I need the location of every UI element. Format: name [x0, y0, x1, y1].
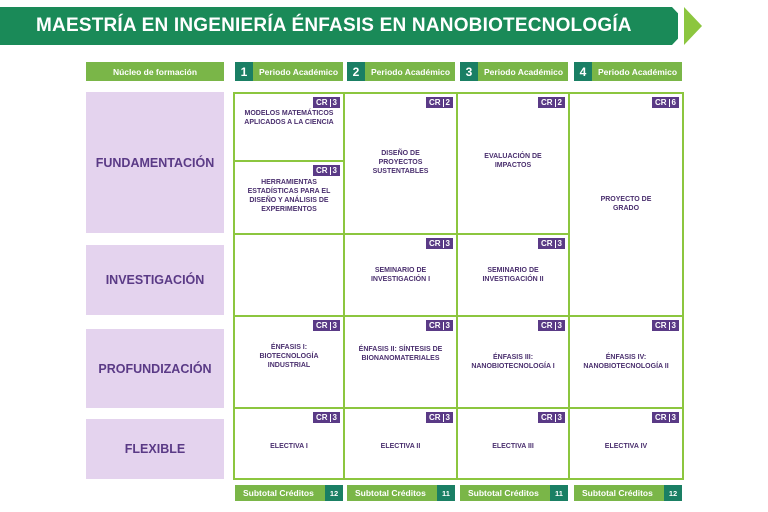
course-name: SEMINARIO DE INVESTIGACIÓN I — [370, 267, 431, 283]
course-name: EVALUACIÓN DE IMPACTOS — [484, 153, 542, 169]
row-label-fundamentacion: FUNDAMENTACIÓN — [86, 92, 224, 233]
cr-label: CR — [540, 239, 553, 248]
cr-label: CR — [540, 321, 553, 330]
chevron-light-icon — [684, 7, 702, 45]
course-cell-seminario2 — [457, 234, 569, 316]
subtotal-period-1 — [235, 485, 343, 501]
course-cell-enfasis2 — [344, 316, 457, 408]
period-label: Periodo Académico — [598, 66, 678, 77]
course-name: ELECTIVA IV — [604, 443, 648, 450]
credits-badge — [313, 97, 340, 108]
cr-label: CR — [540, 413, 553, 422]
course-name: ELECTIVA II — [380, 443, 421, 450]
course-cell-proyecto — [569, 93, 683, 316]
period-number: 1 — [235, 62, 253, 81]
course-name: ÉNFASIS IV: NANOBIOTECNOLOGÍA II — [583, 354, 669, 370]
credits-badge — [652, 97, 679, 108]
cr-label: CR — [428, 239, 441, 248]
course-cell-diseno — [344, 93, 457, 234]
credits-badge — [426, 320, 453, 331]
course-name: ELECTIVA III — [492, 443, 534, 450]
subtotal-label: Subtotal Créditos — [582, 488, 653, 498]
row-label-profundizacion: PROFUNDIZACIÓN — [86, 329, 224, 408]
cr-value: 3 — [671, 321, 676, 330]
credits-badge — [538, 412, 565, 423]
cr-value: 3 — [557, 321, 562, 330]
course-cell-electiva4 — [569, 408, 683, 479]
course-name: DISEÑO DE PROYECTOS SUSTENTABLES — [372, 150, 429, 175]
cr-value: 6 — [671, 98, 676, 107]
cr-value: 3 — [557, 413, 562, 422]
cr-value: 3 — [332, 98, 337, 107]
credits-badge — [652, 412, 679, 423]
cr-label: CR — [315, 321, 328, 330]
subtotal-label: Subtotal Créditos — [243, 488, 314, 498]
row-label-flexible: FLEXIBLE — [86, 419, 224, 479]
period-label: Periodo Académico — [259, 66, 339, 77]
credits-badge — [313, 165, 340, 176]
subtotal-period-2 — [347, 485, 455, 501]
header-nucleo: Núcleo de formación — [86, 62, 224, 81]
title-banner — [0, 7, 705, 45]
period-number: 3 — [460, 62, 478, 81]
cr-value: 3 — [332, 166, 337, 175]
cr-value: 2 — [557, 98, 562, 107]
period-label: Periodo Académico — [484, 66, 564, 77]
cr-value: 3 — [332, 321, 337, 330]
course-cell-electiva3 — [457, 408, 569, 479]
subtotal-value: 11 — [550, 485, 568, 501]
subtotal-value: 12 — [325, 485, 343, 501]
cr-label: CR — [428, 413, 441, 422]
course-cell-enfasis1 — [234, 316, 344, 408]
cr-label: CR — [428, 321, 441, 330]
cr-label: CR — [315, 413, 328, 422]
page-title: MAESTRÍA EN INGENIERÍA ÉNFASIS EN NANOBIOTECNOLOGÍA — [36, 15, 632, 36]
course-name: SEMINARIO DE INVESTIGACIÓN II — [482, 267, 544, 283]
course-cell-electiva2 — [344, 408, 457, 479]
cr-label: CR — [428, 98, 441, 107]
row-label-investigacion: INVESTIGACIÓN — [86, 245, 224, 315]
empty-cell — [234, 234, 344, 316]
course-name: MODELOS MATEMÁTICOS APLICADOS A LA CIENCIA — [244, 110, 334, 126]
subtotal-label: Subtotal Créditos — [355, 488, 426, 498]
period-label: Periodo Académico — [371, 66, 451, 77]
course-cell-electiva1 — [234, 408, 344, 479]
credits-badge — [426, 97, 453, 108]
header-period-1 — [235, 62, 343, 81]
credits-badge — [426, 238, 453, 249]
cr-value: 3 — [445, 239, 450, 248]
cr-label: CR — [654, 98, 667, 107]
course-name: ÉNFASIS III: NANOBIOTECNOLOGÍA I — [471, 354, 555, 370]
course-name: ÉNFASIS I: BIOTECNOLOGÍA INDUSTRIAL — [259, 344, 319, 369]
credits-badge — [313, 412, 340, 423]
header-period-3 — [460, 62, 568, 81]
cr-value: 3 — [445, 413, 450, 422]
course-name: HERRAMIENTAS ESTADÍSTICAS PARA EL DISEÑO Y ANÁLISIS DE EXPERIMENTOS — [247, 179, 331, 213]
course-cell-evaluacion — [457, 93, 569, 234]
cr-value: 3 — [557, 239, 562, 248]
credits-badge — [652, 320, 679, 331]
header-period-2 — [347, 62, 455, 81]
course-cell-modelos — [234, 93, 344, 161]
cr-label: CR — [654, 413, 667, 422]
credits-badge — [426, 412, 453, 423]
course-name: PROYECTO DE GRADO — [600, 196, 652, 212]
period-number: 4 — [574, 62, 592, 81]
cr-label: CR — [654, 321, 667, 330]
subtotal-value: 12 — [664, 485, 682, 501]
cr-label: CR — [315, 166, 328, 175]
course-name: ELECTIVA I — [270, 443, 308, 450]
curriculum-grid — [233, 92, 684, 480]
course-cell-enfasis4 — [569, 316, 683, 408]
cr-value: 3 — [332, 413, 337, 422]
cr-value: 3 — [671, 413, 676, 422]
subtotal-period-3 — [460, 485, 568, 501]
subtotal-value: 11 — [437, 485, 455, 501]
cr-label: CR — [315, 98, 328, 107]
period-number: 2 — [347, 62, 365, 81]
cr-value: 2 — [445, 98, 450, 107]
course-cell-herramientas — [234, 161, 344, 234]
cr-label: CR — [540, 98, 553, 107]
subtotal-period-4 — [574, 485, 682, 501]
course-cell-seminario1 — [344, 234, 457, 316]
course-cell-enfasis3 — [457, 316, 569, 408]
credits-badge — [538, 238, 565, 249]
course-name: ÉNFASIS II: SÍNTESIS DE BIONANOMATERIALES — [358, 346, 443, 362]
credits-badge — [538, 320, 565, 331]
credits-badge — [538, 97, 565, 108]
subtotal-label: Subtotal Créditos — [468, 488, 539, 498]
cr-value: 3 — [445, 321, 450, 330]
header-period-4 — [574, 62, 682, 81]
credits-badge — [313, 320, 340, 331]
